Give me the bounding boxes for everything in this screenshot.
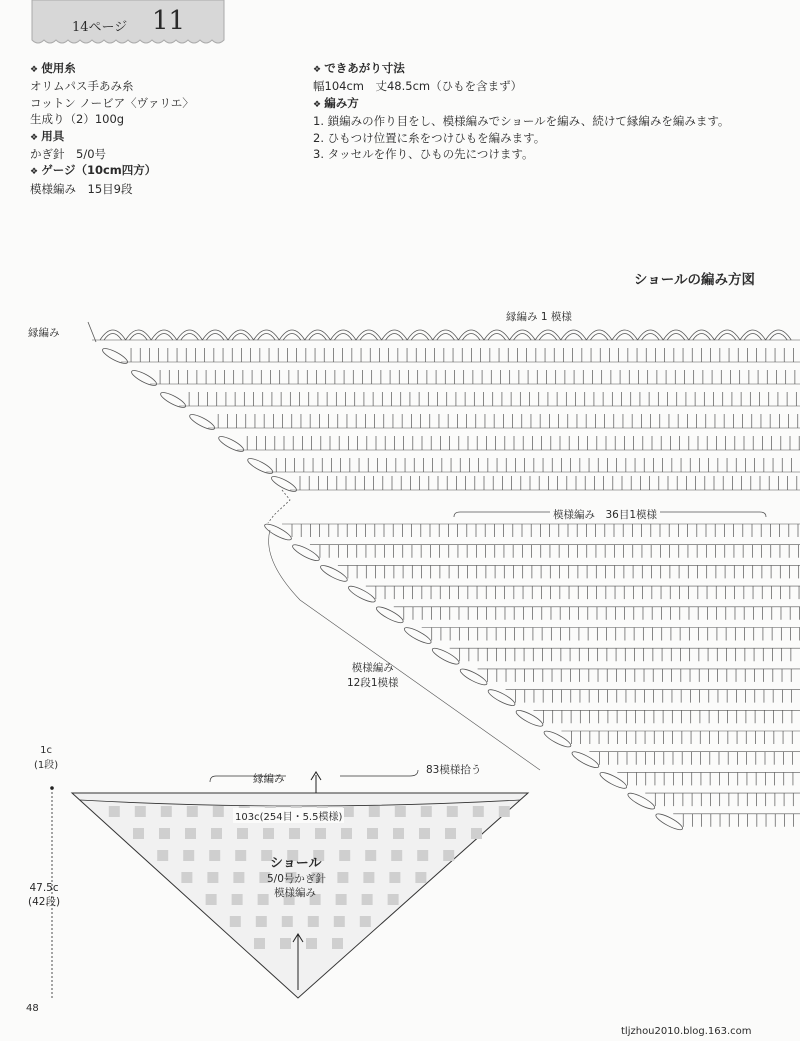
motif-block — [391, 850, 402, 861]
motif-block — [183, 850, 194, 861]
motif-block — [187, 806, 198, 817]
row-repeat-line: 模様編み — [351, 662, 394, 674]
scallop — [228, 330, 254, 340]
motif-block — [232, 894, 243, 905]
credit-url: tljzhou2010.blog.163.com — [621, 1026, 752, 1037]
scallop — [330, 330, 356, 340]
scallop — [360, 334, 378, 341]
edge-petal — [598, 770, 628, 791]
scallop — [100, 330, 126, 340]
motif-block — [230, 916, 241, 927]
scallop — [612, 330, 638, 340]
motif-block — [367, 828, 378, 839]
scallop — [279, 330, 305, 340]
scallop — [258, 334, 276, 341]
scallop — [766, 330, 792, 340]
motif-block — [315, 828, 326, 839]
dim-dot — [50, 786, 54, 790]
edge-petal — [188, 412, 216, 432]
edge-petal — [570, 749, 600, 770]
size-line: 幅104cm 丈48.5cm（ひもを含まず） — [313, 79, 523, 94]
motif-block — [308, 916, 319, 927]
motif-block — [443, 850, 454, 861]
scallop — [181, 334, 199, 341]
scallop — [616, 334, 634, 341]
scallop — [305, 330, 331, 340]
motif-block — [282, 916, 293, 927]
scallop — [565, 334, 583, 341]
scallop — [206, 334, 224, 341]
scallop — [130, 334, 148, 341]
edge-petal — [431, 646, 461, 667]
motif-block — [258, 894, 269, 905]
method-step: 3. タッセルを作り、ひもの先につけます。 — [313, 147, 534, 162]
row-repeat-bracket — [269, 530, 540, 770]
edge-petal — [291, 542, 321, 563]
motif-block — [306, 938, 317, 949]
method-step: 2. ひもつけ位置に糸をつけひもを編みます。 — [313, 130, 546, 145]
motif-block — [135, 806, 146, 817]
motif-block — [213, 806, 224, 817]
edge-petal — [486, 687, 516, 708]
yarn-line: コットン ノービア〈ヴァリエ〉 — [30, 95, 194, 110]
pattern-number: 11 — [152, 6, 186, 36]
scallop — [744, 334, 762, 341]
scallop — [232, 334, 250, 341]
edge-petal — [514, 708, 544, 729]
motif-block — [235, 850, 246, 861]
gauge-line: 模様編み 15目9段 — [30, 181, 133, 196]
motif-block — [341, 828, 352, 839]
scallop — [458, 330, 484, 340]
scallop — [510, 330, 536, 340]
edge-petal — [246, 456, 274, 476]
edge-arrow — [88, 322, 96, 342]
stitch-label: 模様編み — [274, 887, 316, 899]
motif-block — [389, 872, 400, 883]
scallop — [535, 330, 561, 340]
scallop — [411, 334, 429, 341]
height-line: 47.5c — [29, 882, 59, 894]
edge-height-label — [34, 745, 58, 771]
scallop — [770, 334, 788, 341]
edge-petal — [217, 434, 245, 454]
scallop — [309, 334, 327, 341]
scallop — [356, 330, 382, 340]
motif-block — [365, 850, 376, 861]
scallop — [433, 330, 459, 340]
scallop — [386, 334, 404, 341]
scallop — [155, 334, 173, 341]
scallop — [151, 330, 177, 340]
motif-block — [447, 806, 458, 817]
motif-block — [206, 894, 217, 905]
scallop — [283, 334, 301, 341]
scallop — [740, 330, 766, 340]
edge-petal — [375, 604, 405, 625]
motif-block — [181, 872, 192, 883]
edge-height-line: 1c — [40, 745, 53, 756]
motif-block — [211, 828, 222, 839]
pickup-label: 83模様拾う — [426, 764, 482, 776]
edge-petal — [403, 625, 433, 646]
scallop — [667, 334, 685, 341]
scallop — [539, 334, 557, 341]
scallop — [254, 330, 280, 340]
motif-block — [233, 872, 244, 883]
scallop — [638, 330, 664, 340]
schematic-edge-label: 縁編み — [253, 773, 285, 785]
motif-block — [360, 916, 371, 927]
continuation — [268, 490, 290, 523]
edge-petal — [626, 791, 656, 812]
scallop — [714, 330, 740, 340]
scallop — [437, 334, 455, 341]
motif-block — [388, 894, 399, 905]
edge-petal — [101, 346, 129, 366]
scallop — [663, 330, 689, 340]
motif-block — [332, 938, 343, 949]
scallop — [202, 330, 228, 340]
motif-block — [280, 938, 291, 949]
scallop — [177, 330, 203, 340]
gauge-heading: ❖ ゲージ（10cm四方） — [30, 162, 194, 180]
edge-petal — [319, 563, 349, 584]
scallop — [586, 330, 612, 340]
motif-block — [254, 938, 265, 949]
motif-block — [337, 872, 348, 883]
method-heading: ❖ 編み方 — [313, 95, 729, 113]
edge-petal — [270, 474, 298, 494]
scallop — [514, 334, 532, 341]
motif-block — [161, 806, 172, 817]
scallop — [693, 334, 711, 341]
yarn-heading: ❖ 使用糸 — [30, 60, 194, 78]
height-label — [28, 882, 60, 909]
size-heading: ❖ できあがり寸法 — [313, 60, 729, 78]
motif-block — [369, 806, 380, 817]
motif-block — [256, 916, 267, 927]
diagram-title: ショールの編み方図 — [634, 272, 755, 288]
motif-block — [334, 916, 345, 927]
motif-block — [207, 872, 218, 883]
scallop — [590, 334, 608, 341]
scallop — [126, 330, 152, 340]
scallop — [718, 334, 736, 341]
scallop — [382, 330, 408, 340]
motif-block — [109, 806, 120, 817]
scallop — [689, 330, 715, 340]
motif-block — [237, 828, 248, 839]
motif-block — [419, 828, 430, 839]
row-repeat-label — [347, 660, 399, 690]
scallop — [484, 330, 510, 340]
edge-repeat-label: 縁編み 1 模様 — [506, 311, 572, 323]
motif-block — [393, 828, 404, 839]
motif-block — [159, 828, 170, 839]
motif-block — [336, 894, 347, 905]
edge-height-line: (1段) — [34, 760, 59, 771]
motif-block — [417, 850, 428, 861]
motif-block — [362, 894, 373, 905]
height-line: (42段) — [28, 896, 61, 908]
tools-heading: ❖ 用具 — [30, 128, 194, 146]
scallop — [334, 334, 352, 341]
motif-block — [445, 828, 456, 839]
edge-petal — [347, 584, 377, 605]
motif-block — [421, 806, 432, 817]
edge-label: 縁編み — [28, 327, 60, 339]
scallop — [642, 334, 660, 341]
motif-block — [471, 828, 482, 839]
method-step: 1. 鎖編みの作り目をし、模様編みでショールを編み、続けて縁編みを編みます。 — [313, 114, 730, 129]
scallop — [104, 334, 122, 341]
motif-block — [289, 828, 300, 839]
motif-block — [363, 872, 374, 883]
motif-block — [209, 850, 220, 861]
edge-petal — [458, 666, 488, 687]
motif-block — [133, 828, 144, 839]
edge-petal — [159, 390, 187, 410]
page-number: 48 — [26, 1003, 39, 1014]
width-label: 103c(254目・5.5模様) — [233, 808, 344, 823]
yarn-line: 生成り（2）100g — [30, 112, 125, 127]
hook-label: 5/0号かぎ針 — [267, 873, 326, 885]
motif-block — [415, 872, 426, 883]
motif-block — [339, 850, 350, 861]
scallop — [561, 330, 587, 340]
page-reference: 14ページ — [72, 20, 128, 35]
edge-petal — [542, 728, 572, 749]
scallop — [488, 334, 506, 341]
schematic-name: ショール — [270, 856, 322, 871]
pattern-repeat-label: 模様編み 36目1模様 — [550, 507, 660, 522]
edge-petal — [263, 521, 293, 542]
motif-block — [473, 806, 484, 817]
row-repeat-line: 12段1模様 — [347, 677, 399, 689]
scallop — [407, 330, 433, 340]
motif-block — [157, 850, 168, 861]
edge-petal — [654, 811, 684, 832]
motif-block — [185, 828, 196, 839]
yarn-line: オリムパス手あみ糸 — [30, 79, 134, 94]
motif-block — [395, 806, 406, 817]
tools-line: かぎ針 5/0号 — [30, 147, 107, 162]
edge-petal — [130, 368, 158, 388]
motif-block — [343, 806, 354, 817]
motif-block — [499, 806, 510, 817]
scallop — [462, 334, 480, 341]
motif-block — [263, 828, 274, 839]
